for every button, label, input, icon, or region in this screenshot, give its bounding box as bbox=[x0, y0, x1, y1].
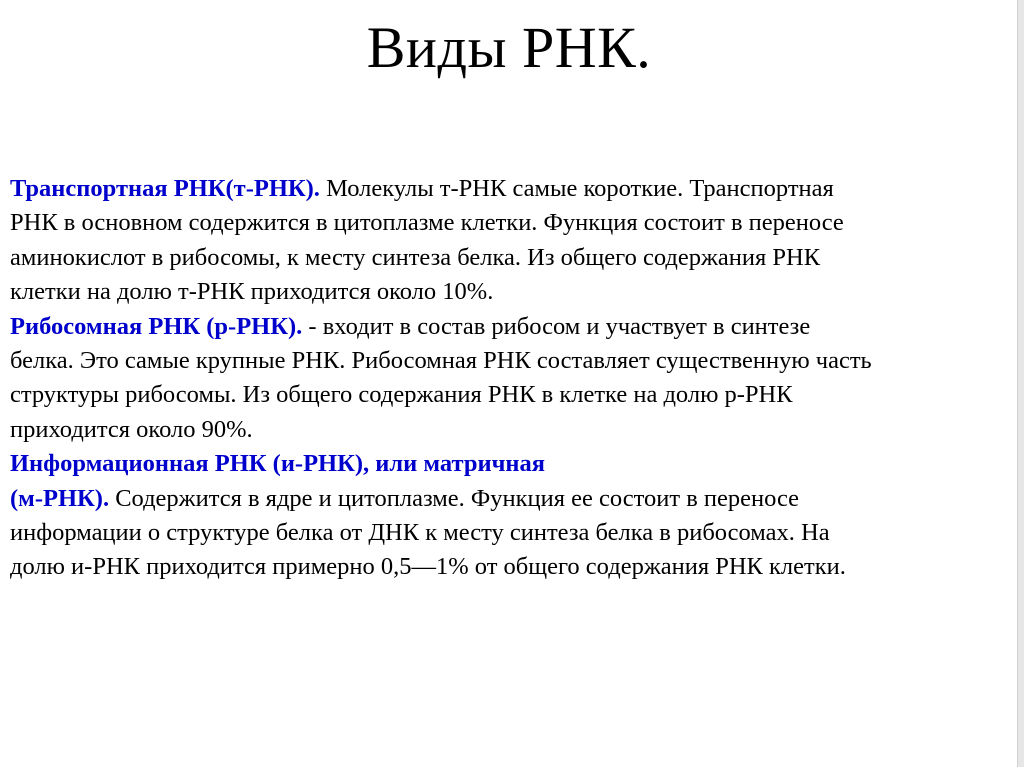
section-mrna bbox=[10, 447, 1012, 585]
rrna-line-4: приходится около 90%. bbox=[10, 415, 253, 443]
mrna-line-2: информации о структуре белка от ДНК к месту синтеза белка в рибосомах. На bbox=[10, 519, 830, 547]
trna-line-3: аминокислот в рибосомы, к месту синтеза белка. Из общего содержания РНК bbox=[10, 243, 821, 271]
rrna-line-2: белка. Это самые крупные РНК. Рибосомная РНК составляет существенную часть bbox=[10, 347, 872, 375]
term-mrna-line-2: (м-РНК). bbox=[10, 484, 110, 512]
mrna-line-1: Содержится в ядре и цитоплазме. Функция ее состоит в переносе bbox=[109, 484, 800, 512]
slide-title: Виды РНК. bbox=[366, 15, 652, 80]
trna-line-2: РНК в основном содержится в цитоплазме клетки. Функция состоит в переносе bbox=[10, 209, 844, 237]
trna-line-4: клетки на долю т-РНК приходится около 10%. bbox=[10, 278, 494, 306]
term-rrna: Рибосомная РНК (р-РНК). bbox=[10, 312, 303, 340]
term-trna: Транспортная РНК(т-РНК). bbox=[10, 175, 320, 202]
section-trna bbox=[10, 172, 1012, 310]
mrna-line-3: долю и-РНК приходится примерно 0,5—1% от общего содержания РНК клетки. bbox=[10, 553, 846, 581]
rrna-line-1: - входит в состав рибосом и участвует в синтезе bbox=[302, 312, 811, 340]
rrna-line-3: структуры рибосомы. Из общего содержания РНК в клетке на долю р-РНК bbox=[10, 381, 793, 409]
trna-line-1: Молекулы т-РНК самые короткие. Транспортная bbox=[319, 175, 834, 202]
term-mrna-line-1: Информационная РНК (и-РНК), или матричная bbox=[10, 450, 546, 478]
slide-edge-frame bbox=[1017, 0, 1024, 767]
section-rrna bbox=[10, 310, 1012, 448]
slide-body bbox=[10, 172, 1012, 585]
